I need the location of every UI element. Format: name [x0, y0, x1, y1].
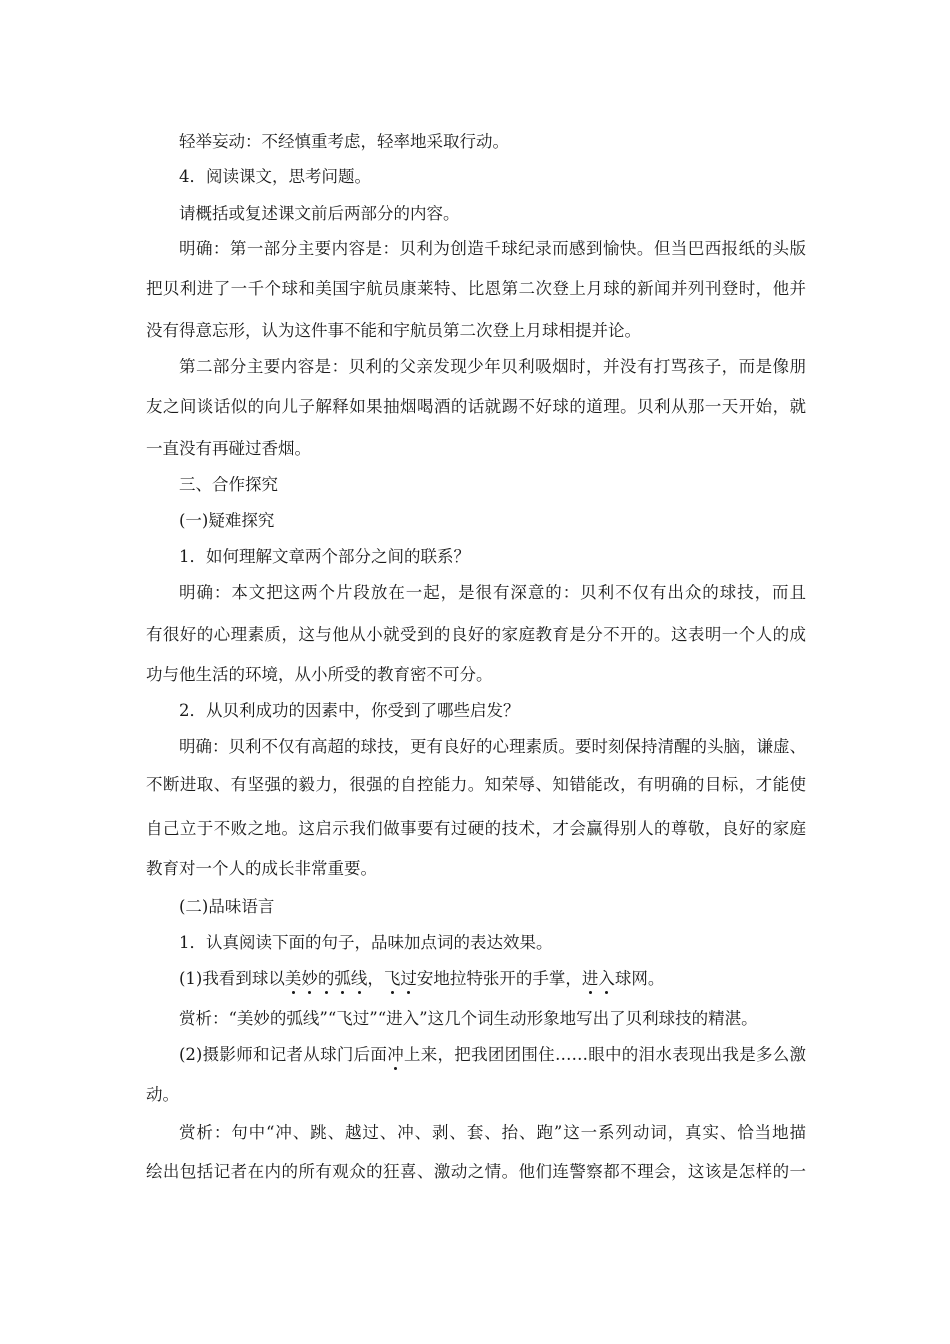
emphasis-dot: 妙 — [301, 969, 318, 988]
example-sentence: (1)我看到球以美妙的弧线，飞过安地拉特张开的手掌，进入球网。 — [179, 969, 665, 988]
subsection-heading: (二)品味语言 — [179, 897, 275, 916]
text-line: 赏析：“美妙的弧线”“飞过”“进入”这几个词生动形象地写出了贝利球技的精湛。 — [179, 1009, 758, 1028]
text-line: 明确：贝利不仅有高超的球技，更有良好的心理素质。要时刻保持清醒的头脑，谦虚、 — [179, 737, 806, 756]
question: 1．如何理解文章两个部分之间的联系？ — [179, 547, 470, 566]
text-line: 轻举妄动：不经慎重考虑，轻率地采取行动。 — [179, 132, 509, 151]
section-heading: 三、合作探究 — [179, 475, 278, 494]
emphasis-dot: 冲 — [387, 1045, 404, 1064]
text-line: 教育对一个人的成长非常重要。 — [146, 859, 377, 878]
emphasis-dot: 弧 — [334, 969, 351, 988]
text-line: 赏析：句中“冲、跳、越过、冲、剥、套、抬、跑”这一系列动词，真实、恰当地描 — [179, 1123, 806, 1142]
text-line: 明确：本文把这两个片段放在一起，是很有深意的：贝利不仅有出众的球技，而且 — [179, 583, 806, 602]
example-sentence: (2)摄影师和记者从球门后面冲上来，把我团团围住……眼中的泪水表现出我是多么激 — [179, 1045, 807, 1064]
text-line: 第二部分主要内容是：贝利的父亲发现少年贝利吸烟时，并没有打骂孩子，而是像朋 — [179, 357, 806, 376]
emphasis-dot: 入 — [598, 969, 615, 988]
text-line: 动。 — [146, 1085, 179, 1104]
emphasis-dot: 美 — [284, 969, 302, 988]
text-line: 请概括或复述课文前后两部分的内容。 — [179, 204, 460, 223]
emphasis-dot: 进 — [581, 969, 599, 988]
subsection-heading: (一)疑难探究 — [179, 511, 275, 530]
text-line: 明确：第一部分主要内容是：贝利为创造千球纪录而感到愉快。但当巴西报纸的头版 — [179, 239, 806, 258]
text-line: 没有得意忘形，认为这件事不能和宇航员第二次登上月球相提并论。 — [146, 321, 641, 340]
emphasis-dot: 过 — [400, 969, 417, 988]
text-line: 把贝利进了一千个球和美国宇航员康莱特、比恩第二次登上月球的新闻并列刊登时，他并 — [146, 279, 806, 298]
text-line: 自己立于不败之地。这启示我们做事要有过硬的技术，才会赢得别人的尊敬，良好的家庭 — [146, 819, 806, 838]
text-line: 友之间谈话似的向儿子解释如果抽烟喝酒的话就踢不好球的道理。贝利从那一天开始，就 — [146, 397, 806, 416]
text-line: 有很好的心理素质，这与他从小就受到的良好的家庭教育是分不开的。这表明一个人的成 — [146, 625, 806, 644]
text-line: 绘出包括记者在内的所有观众的狂喜、激动之情。他们连警察都不理会，这该是怎样的一 — [146, 1162, 806, 1181]
question: 2．从贝利成功的因素中，你受到了哪些启发？ — [179, 701, 520, 720]
emphasis-dot: 线 — [350, 969, 368, 988]
emphasis-dot: 飞 — [383, 969, 401, 988]
emphasis-dot: 的 — [317, 969, 335, 988]
text-line: 不断进取、有坚强的毅力，很强的自控能力。知荣辱、知错能改，有明确的目标，才能使 — [146, 775, 806, 794]
text-line: 一直没有再碰过香烟。 — [146, 439, 311, 458]
text-line: 功与他生活的环境，从小所受的教育密不可分。 — [146, 665, 493, 684]
question: 1．认真阅读下面的句子，品味加点词的表达效果。 — [179, 933, 553, 952]
text-line: 4．阅读课文，思考问题。 — [179, 167, 371, 186]
